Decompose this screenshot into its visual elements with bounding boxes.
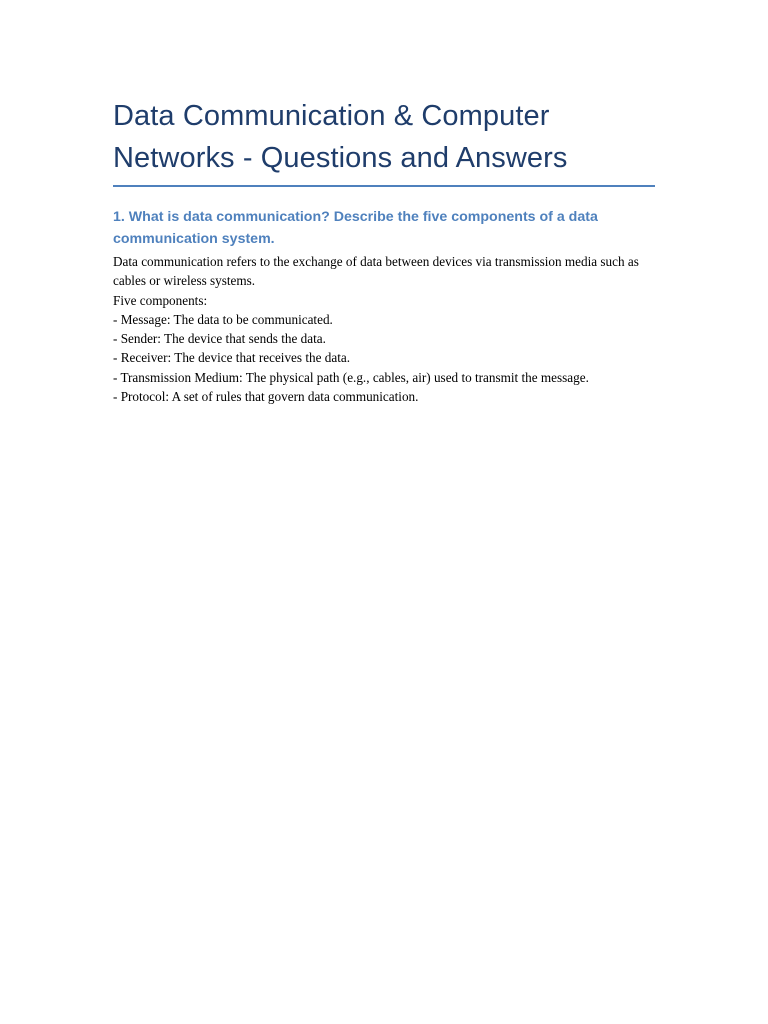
- document-content: [113, 95, 655, 406]
- answer-line: Five components:: [113, 292, 208, 308]
- answer-line: - Message: The data to be communicated.: [113, 311, 333, 327]
- answer-line: - Sender: The device that sends the data.: [113, 331, 326, 347]
- title-underline-rule: [113, 185, 655, 187]
- answer-line: - Receiver: The device that receives the data.: [113, 350, 351, 366]
- answer-line: - Transmission Medium: The physical path (e.g., cables, air) used to transmit the message.: [113, 369, 589, 385]
- question-heading: 1. What is data communication? Describe the five components of a data communication system.: [113, 209, 598, 247]
- document-title: Data Communication & Computer Networks - Questions and Answers: [113, 100, 568, 174]
- answer-line: - Protocol: A set of rules that govern data communication.: [113, 389, 419, 405]
- answer-intro: Data communication refers to the exchange of data between devices via transmission media such as cables or wireless systems.: [113, 254, 639, 289]
- question-section-1: [113, 206, 655, 406]
- answer-body: [113, 252, 655, 406]
